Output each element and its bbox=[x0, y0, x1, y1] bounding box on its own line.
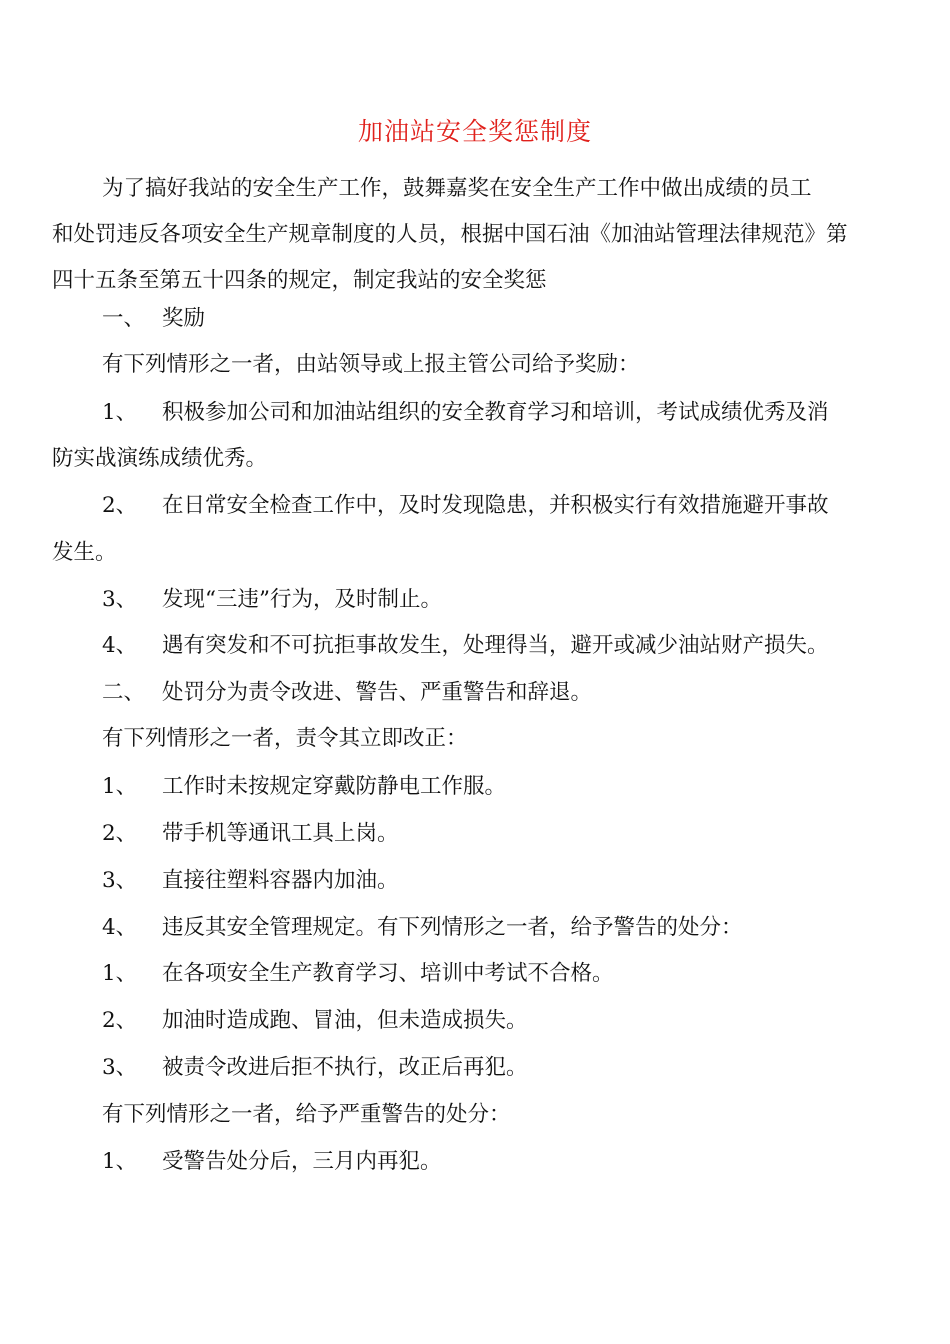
item-number: 1、 bbox=[102, 774, 138, 799]
section-lead: 有下列情形之一者，给予严重警告的处分： bbox=[102, 1102, 511, 1127]
section-number: 一、 bbox=[102, 306, 146, 331]
item-number: 2、 bbox=[102, 821, 138, 846]
intro-line: 四十五条至第五十四条的规定，制定我站的安全奖惩 bbox=[52, 268, 547, 293]
list-item-continuation: 发生。 bbox=[52, 540, 117, 565]
list-item bbox=[52, 623, 948, 669]
item-text: 受警告处分后，三月内再犯。 bbox=[162, 1149, 442, 1174]
section-number: 二、 bbox=[102, 680, 146, 705]
item-number: 1、 bbox=[102, 1149, 138, 1174]
list-item bbox=[52, 577, 948, 623]
item-text: 工作时未按规定穿戴防静电工作服。 bbox=[162, 774, 507, 799]
item-number: 3、 bbox=[102, 868, 138, 893]
item-number: 1、 bbox=[102, 961, 138, 986]
list-item bbox=[52, 1045, 948, 1091]
item-text: 发现“三违”行为，及时制止。 bbox=[162, 587, 442, 612]
item-number: 2、 bbox=[102, 1008, 138, 1033]
list-item bbox=[52, 858, 948, 904]
section-heading-penalty bbox=[52, 670, 948, 716]
item-number: 3、 bbox=[102, 1055, 138, 1080]
section-heading-reward bbox=[52, 296, 948, 342]
intro-line: 和处罚违反各项安全生产规章制度的人员，根据中国石油《加油站管理法律规范》第 bbox=[52, 222, 848, 247]
list-item-continuation: 防实战演练成绩优秀。 bbox=[52, 446, 268, 471]
item-number: 3、 bbox=[102, 587, 138, 612]
section-lead: 有下列情形之一者，由站领导或上报主管公司给予奖励： bbox=[102, 352, 640, 377]
list-item bbox=[52, 1139, 948, 1185]
list-item bbox=[52, 951, 948, 997]
list-item bbox=[52, 811, 948, 857]
document-title: 加油站安全奖惩制度 bbox=[357, 117, 592, 146]
item-text: 带手机等通讯工具上岗。 bbox=[162, 821, 399, 846]
item-number: 4、 bbox=[102, 633, 138, 658]
intro-paragraph bbox=[52, 166, 898, 304]
list-item bbox=[52, 390, 898, 436]
list-item bbox=[52, 483, 898, 529]
section-heading-text: 奖励 bbox=[162, 306, 206, 331]
list-item bbox=[52, 764, 948, 810]
item-text: 在日常安全检查工作中，及时发现隐患，并积极实行有效措施避开事故 bbox=[162, 493, 829, 518]
item-text: 直接往塑料容器内加油。 bbox=[162, 868, 399, 893]
section-heading-text: 处罚分为责令改进、警告、严重警告和辞退。 bbox=[162, 680, 593, 705]
item-text: 被责令改进后拒不执行，改正后再犯。 bbox=[162, 1055, 528, 1080]
item-number: 2、 bbox=[102, 493, 138, 518]
list-item bbox=[52, 905, 948, 951]
item-text: 违反其安全管理规定。有下列情形之一者，给予警告的处分： bbox=[162, 915, 743, 940]
intro-line: 为了搞好我站的安全生产工作，鼓舞嘉奖在安全生产工作中做出成绩的员工 bbox=[102, 176, 812, 201]
item-number: 4、 bbox=[102, 915, 138, 940]
item-text: 积极参加公司和加油站组织的安全教育学习和培训，考试成绩优秀及消 bbox=[162, 400, 829, 425]
item-text: 遇有突发和不可抗拒事故发生，处理得当，避开或减少油站财产损失。 bbox=[162, 633, 829, 658]
list-item bbox=[52, 998, 948, 1044]
item-number: 1、 bbox=[102, 400, 138, 425]
item-text: 在各项安全生产教育学习、培训中考试不合格。 bbox=[162, 961, 614, 986]
item-text: 加油时造成跑、冒油，但未造成损失。 bbox=[162, 1008, 528, 1033]
section-lead: 有下列情形之一者，责令其立即改正： bbox=[102, 726, 468, 751]
